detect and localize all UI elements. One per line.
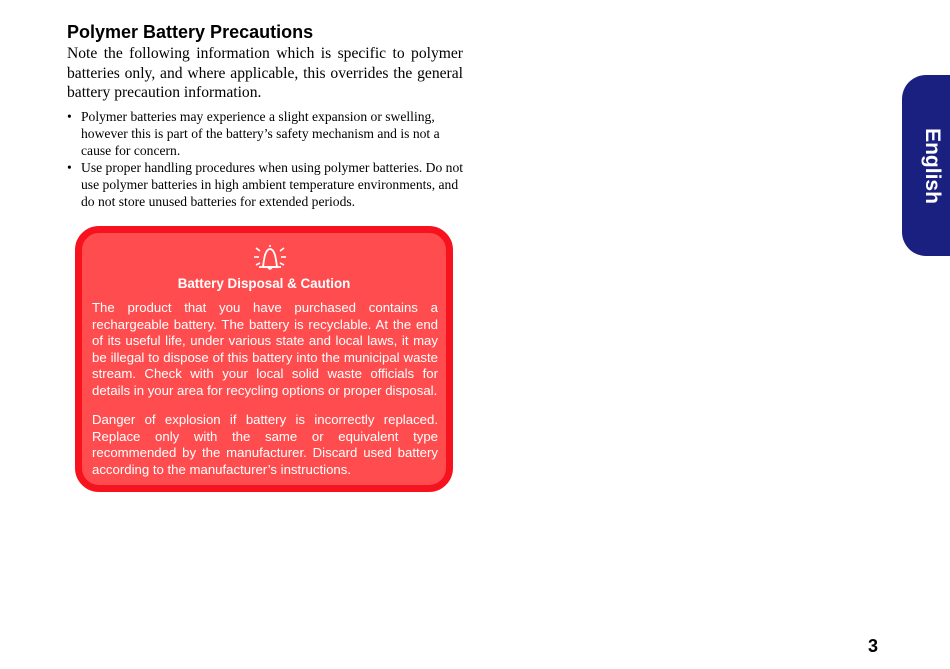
bullet-marker: •: [67, 160, 72, 175]
bullet-marker: •: [67, 109, 72, 124]
caution-paragraph-disposal: The product that you have purchased contains a rechargeable battery. The battery is recyclable. At the end of its useful life, under various state and local laws, it may be illegal to dispose of this battery into the municipal waste stream. Check with your local solid waste officials for details in your area for recycling options or proper disposal.: [92, 300, 438, 398]
list-item: [67, 159, 467, 210]
list-item-text: Polymer batteries may experience a slight expansion or swelling, however this is part of the battery’s safety mechanism and is not a cause for concern.: [81, 109, 440, 158]
precaution-list: [67, 108, 467, 210]
list-item: [67, 108, 467, 159]
section-heading: Polymer Battery Precautions: [67, 22, 314, 42]
caution-paragraph-explosion: Danger of explosion if battery is incorrectly replaced. Replace only with the same or equivalent type recommended by the manufacturer. Discard used battery according to the manufacturer’s instructions.: [92, 412, 438, 477]
page-number: 3: [868, 636, 879, 656]
language-tab-label: English: [921, 128, 944, 204]
alarm-bell-icon: [252, 244, 288, 272]
caution-title: Battery Disposal & Caution: [177, 276, 351, 291]
intro-paragraph: Note the following information which is specific to polymer batteries only, and where applicable, this overrides the general battery precaution information.: [67, 45, 463, 101]
list-item-text: Use proper handling procedures when using polymer batteries. Do not use polymer batteries in high ambient temperature environments, and do not store unused batteries for extended periods.: [81, 160, 464, 209]
caution-box: [75, 226, 453, 492]
